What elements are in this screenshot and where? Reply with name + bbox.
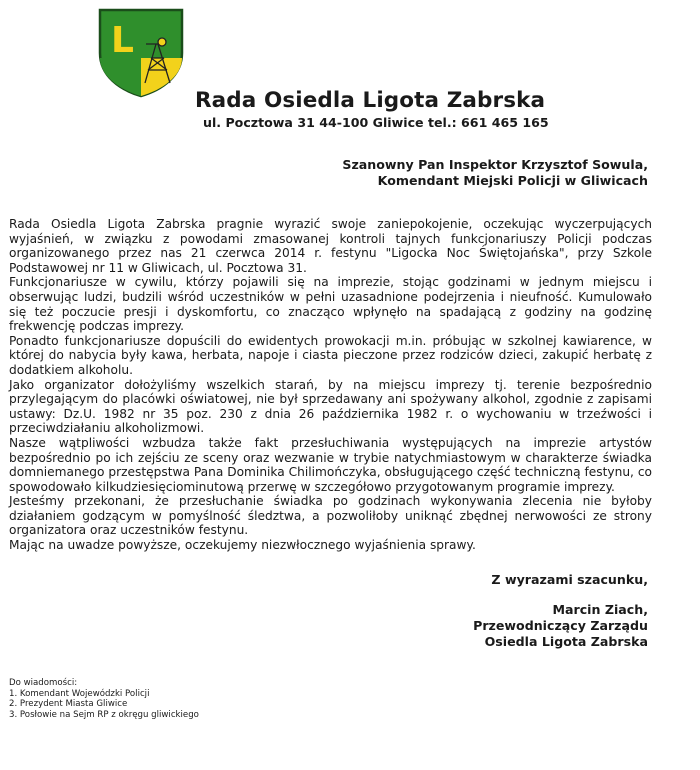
cc-list — [9, 678, 199, 720]
body-paragraph: Mając na uwadze powyższe, oczekujemy niezwłocznego wyjaśnienia sprawy. — [9, 538, 476, 553]
closing-salutation: Z wyrazami szacunku, — [491, 572, 648, 587]
body-paragraph: Rada Osiedla Ligota Zabrska pragnie wyrazić swoje zaniepokojenie, oczekując wyczerpujących wyjaśnień, w związku z powodami zmasowanej kontroli tajnych funkcjonariuszy Policji podczas organizowanego przez nas 21 czerwca 2014 r. festynu "Ligocka Noc Świętojańska", przy Szkole Podstawowej nr 11 w Gliwicach, ul. Pocztowa 31. — [9, 217, 652, 275]
letter-body — [9, 217, 652, 553]
cc-item: 1. Komendant Wojewódzki Policji — [9, 688, 150, 699]
body-paragraph: Jako organizator dołożyliśmy wszelkich starań, by na miejscu imprezy tj. terenie bezpośrednio przylegającym do placówki oświatowej, nie był sprzedawany ani spożywany alkohol, zgodnie z zapisami ustawy: Dz.U. 1982 nr 35 poz. 230 z dnia 26 października 1982 r. o wychowaniu w trzeźwości i przeciwdziałaniu alkoholizmowi. — [9, 377, 652, 436]
body-paragraph: Nasze wątpliwości wzbudza także fakt przesłuchiwania występujących na imprezie artystów bezpośrednio po ich zejściu ze sceny oraz wezwanie w trybie natychmiastowym w charakterze świadka domniemanego przestępstwa Pana Dominika Chilimończyka, obsługującego część techniczną festynu, co spowodowało kilkudziesięciominutową przerwę w szczegółowo przygotowanym programie imprezy. — [9, 435, 652, 494]
organization-name: Rada Osiedla Ligota Zabrska — [195, 88, 546, 113]
signature-name: Marcin Ziach, — [552, 602, 648, 617]
organization-address: ul. Pocztowa 31 44-100 Gliwice tel.: 661 465 165 — [203, 115, 549, 130]
recipient-block — [342, 157, 648, 189]
cc-item: 2. Prezydent Miasta Gliwice — [9, 699, 128, 710]
coat-of-arms-logo — [98, 8, 184, 98]
recipient-line: Szanowny Pan Inspektor Krzysztof Sowula, — [342, 157, 648, 172]
body-paragraph: Ponadto funkcjonariusze dopuścili do ewidentych prowokacji m.in. próbując w szkolnej kawiarence, w której do nabycia były kawa, herbata, napoje i ciasta pieczone przez rodziców dzieci, zakupić herbatę z dodatkiem alkoholu. — [9, 333, 652, 377]
logo-letter: L — [111, 20, 134, 61]
body-paragraph: Funkcjonariusze w cywilu, którzy pojawili się na imprezie, stojąc godzinami w jednym miejscu i obserwując ludzi, budzili wśród uczestników w pełni uzasadnione podejrzenia i nieufność. Kumulowało się też poczucie presji i dyskomfortu, co znacząco wpłynęło na spadającą z godziny na godzinę frekwencję podczas imprezy. — [9, 275, 652, 334]
cc-item: 3. Posłowie na Sejm RP z okręgu gliwickiego — [9, 709, 199, 720]
signature-title: Przewodniczący Zarządu — [473, 618, 648, 633]
recipient-line: Komendant Miejski Policji w Gliwicach — [377, 173, 648, 188]
signature-org: Osiedla Ligota Zabrska — [484, 634, 648, 649]
signature-block — [473, 602, 648, 650]
cc-heading: Do wiadomości: — [9, 678, 78, 688]
body-paragraph: Jesteśmy przekonani, że przesłuchanie świadka po godzinach wykonywania zlecenia nie byłoby działaniem godzącym w pomyślność śledztwa, a pozwoliłoby uniknąć zbędnej nerwowości ze strony organizatora oraz uczestników festynu. — [9, 494, 652, 538]
